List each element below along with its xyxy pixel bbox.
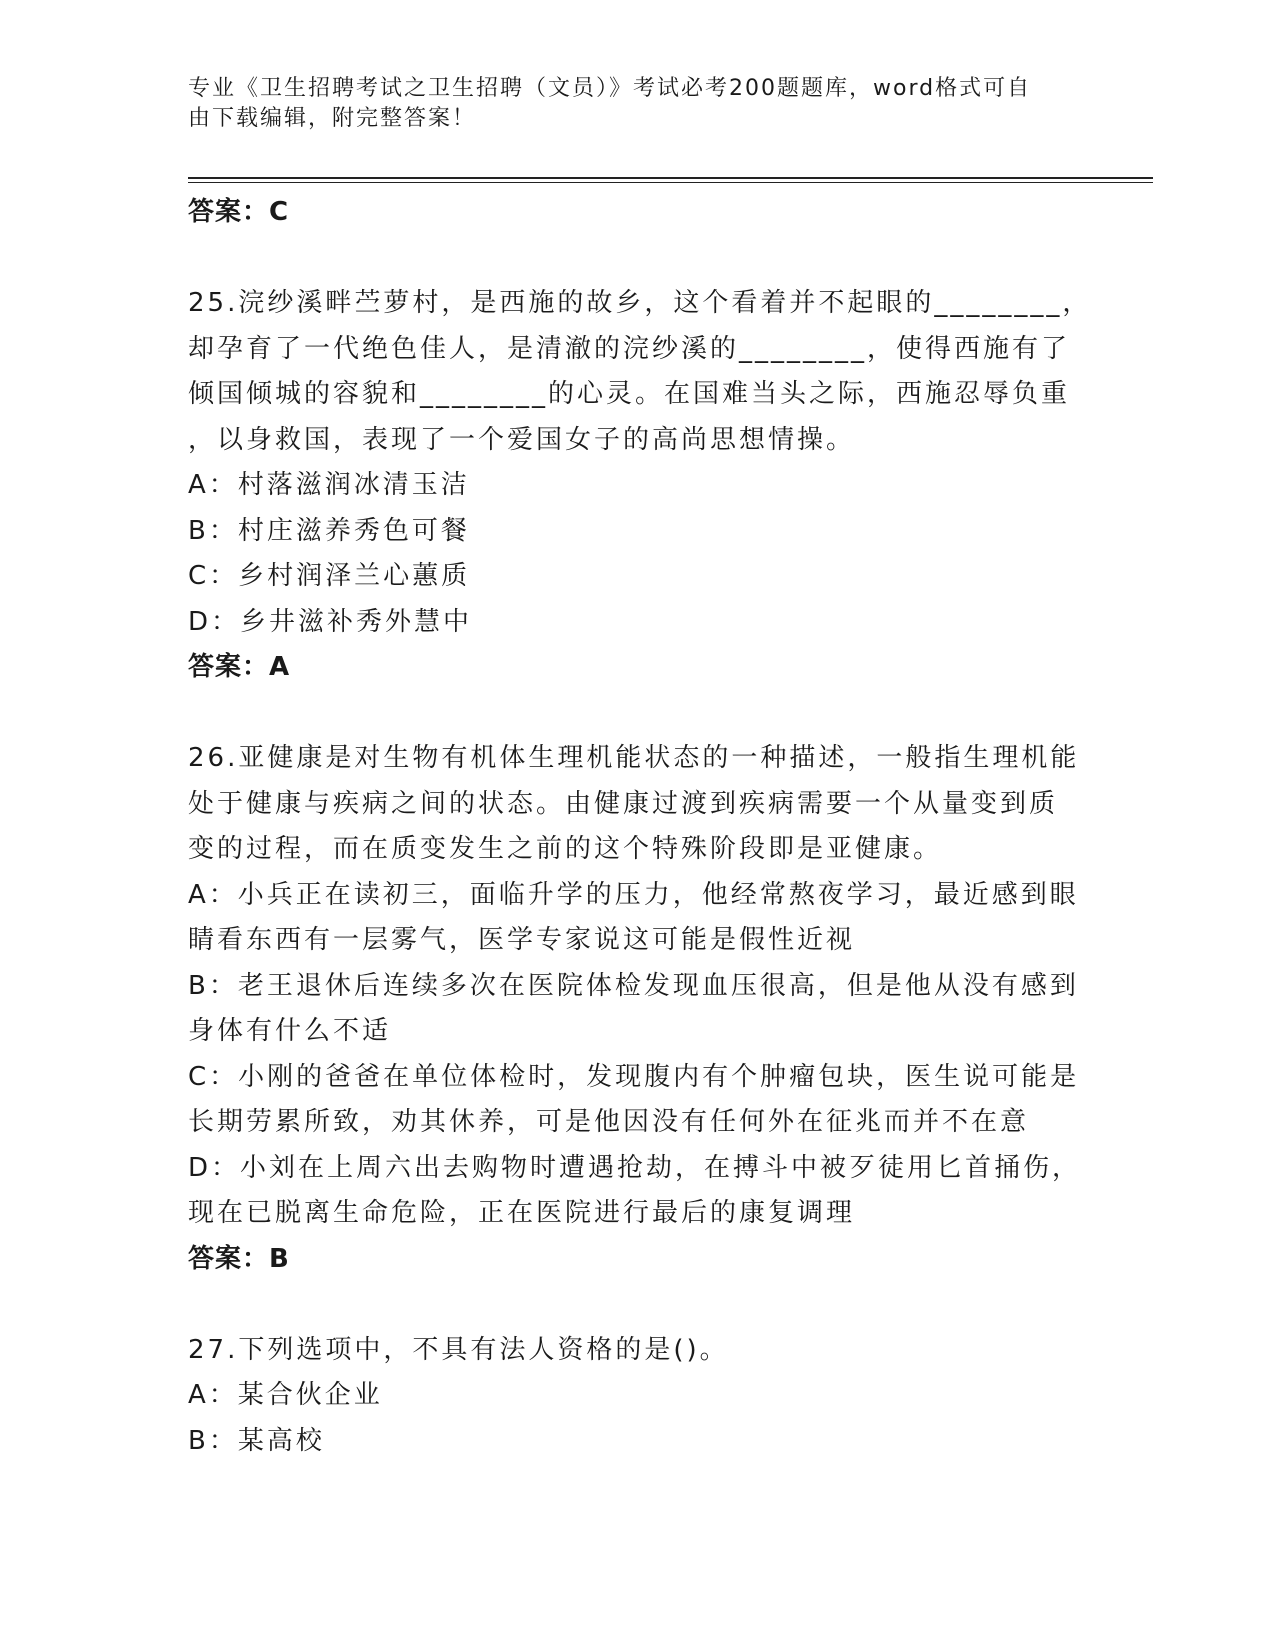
document-body <box>188 190 1092 1464</box>
option-d: D：小刘在上周六出去购物时遭遇抢劫，在搏斗中被歹徒用匕首捅伤， <box>188 1152 1082 1183</box>
option-c: C：小刚的爸爸在单位体检时，发现腹内有个肿瘤包块，医生说可能是 <box>188 1061 1080 1092</box>
option-a: A：小兵正在读初三，面临升学的压力，他经常熬夜学习，最近感到眼 <box>188 879 1079 910</box>
option-b: B：老王退休后连续多次在医院体检发现血压很高，但是他从没有感到 <box>188 970 1079 1001</box>
question-text-line: 27.下列选项中，不具有法人资格的是()。 <box>188 1334 729 1365</box>
answer-previous: 答案：C <box>188 197 290 227</box>
option-d-continued: 现在已脱离生命危险，正在医院进行最后的康复调理 <box>188 1198 856 1228</box>
answer: 答案：A <box>188 652 291 682</box>
option-d: D：乡井滋补秀外慧中 <box>188 606 473 637</box>
question-text-line: 25.浣纱溪畔苎萝村，是西施的故乡，这个看着并不起眼的________， <box>188 288 1092 318</box>
option-a: A：村落滋润冰清玉洁 <box>188 470 470 500</box>
question-text-line: 处于健康与疾病之间的状态。由健康过渡到疾病需要一个从量变到质 <box>188 788 1059 819</box>
question-text-line: ，以身救国，表现了一个爱国女子的高尚思想情操。 <box>188 424 856 455</box>
question-text-line: 变的过程，而在质变发生之前的这个特殊阶段即是亚健康。 <box>188 834 943 864</box>
header-line-2: 由下载编辑，附完整答案！ <box>188 106 477 131</box>
question-text-line: 却孕育了一代绝色佳人，是清澈的浣纱溪的________，使得西施有了 <box>188 333 1071 364</box>
header-rule-thin <box>188 182 1153 183</box>
header-line-1: 专业《卫生招聘考试之卫生招聘（文员）》考试必考200题题库，word格式可自 <box>188 76 1032 101</box>
question-text-line: 26.亚健康是对生物有机体生理机能状态的一种描述，一般指生理机能 <box>188 743 1080 773</box>
header-rule-thick <box>188 177 1153 179</box>
option-b: B：村庄滋养秀色可餐 <box>188 515 470 546</box>
spacer <box>188 236 1088 282</box>
question-25 <box>188 281 1092 691</box>
option-b-continued: 身体有什么不适 <box>188 1016 392 1046</box>
question-27 <box>188 1328 1088 1465</box>
question-text-line: 倾国倾城的容貌和________的心灵。在国难当头之际，西施忍辱负重 <box>188 379 1071 409</box>
option-b: B：某高校 <box>188 1425 325 1456</box>
document-header <box>188 74 1068 134</box>
option-a-continued: 睛看东西有一层雾气，医学专家说这可能是假性近视 <box>188 925 856 955</box>
spacer <box>188 691 1088 737</box>
answer: 答案：B <box>188 1243 290 1274</box>
spacer <box>188 1282 1088 1328</box>
option-a: A：某合伙企业 <box>188 1380 383 1410</box>
question-26 <box>188 736 1088 1282</box>
option-c: C：乡村润泽兰心蕙质 <box>188 561 471 591</box>
option-c-continued: 长期劳累所致，劝其休养，可是他因没有任何外在征兆而并不在意 <box>188 1107 1030 1137</box>
